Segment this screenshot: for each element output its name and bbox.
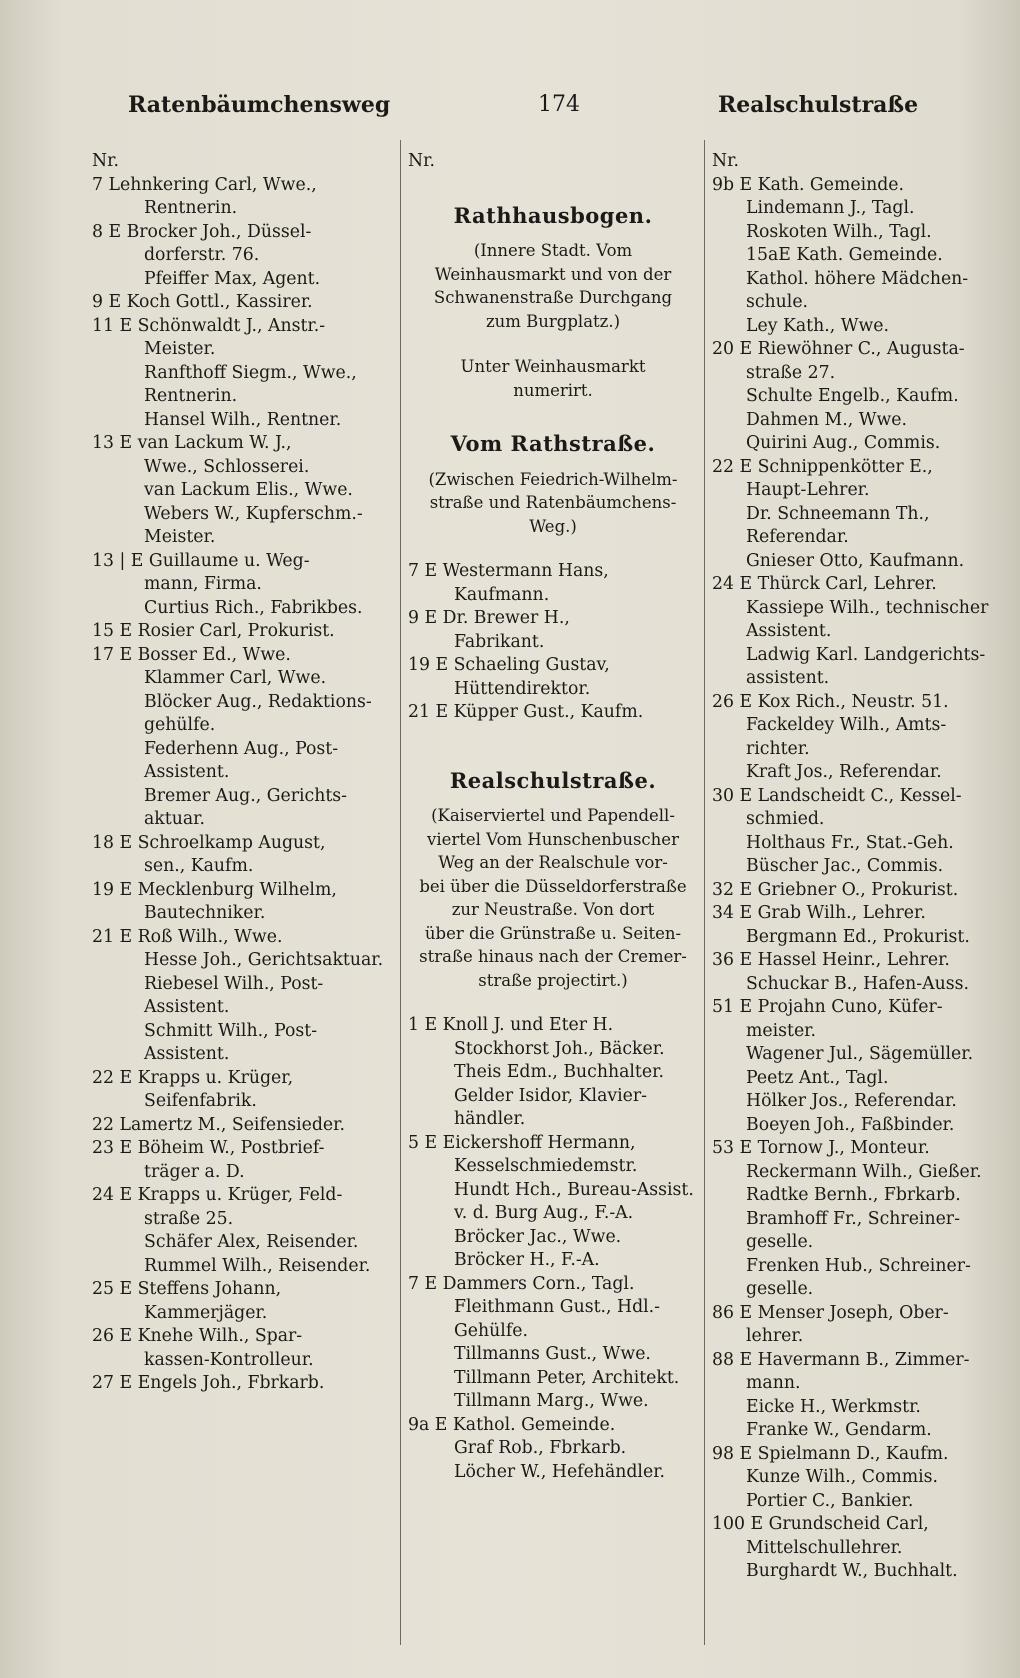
list-item: 13 E van Lackum W. J., [92, 433, 292, 453]
page-header [0, 92, 1020, 132]
list-item: Wagener Jul., Sägemüller. [746, 1044, 974, 1064]
note-line: numerirt. [513, 380, 593, 400]
list-item: Nr. [92, 151, 119, 171]
list-item: Assistent. [144, 997, 230, 1017]
note-line: Weg.) [529, 516, 577, 536]
list-item: Portier C., Bankier. [746, 1490, 914, 1511]
running-head-right: Realschulstraße [718, 92, 919, 118]
list-item: Haupt-Lehrer. [746, 480, 870, 500]
list-item: Meister. [144, 527, 216, 547]
column-divider [400, 140, 401, 1645]
list-item: 22 Lamertz M., Seifensieder. [92, 1114, 345, 1135]
list-item: Kassiepe Wilh., technischer [746, 597, 989, 618]
list-item: Bramhoff Fr., Schreiner- [746, 1208, 960, 1229]
list-item: schule. [746, 292, 809, 312]
list-item: 24 E Krapps u. Krüger, Feld- [92, 1185, 343, 1205]
list-item: dorferstr. 76. [144, 245, 260, 265]
list-item: 20 E Riewöhner C., Augusta- [712, 339, 965, 359]
list-item: Blöcker Aug., Redaktions- [144, 691, 372, 712]
list-item: 23 E Böheim W., Postbrief- [92, 1138, 325, 1158]
note-line: straße projectirt.) [478, 970, 628, 990]
street-heading-rathstrasse: Vom Rathstraße. [450, 431, 656, 456]
list-item: 7 E Westermann Hans, [408, 561, 609, 581]
list-item: aktuar. [144, 809, 206, 829]
list-item: 7 Lehnkering Carl, Wwe., [92, 174, 317, 195]
entry-list [408, 560, 698, 725]
note-line: straße hinaus nach der Cremer- [419, 947, 687, 966]
list-item: Referendar. [746, 527, 849, 547]
list-item: 24 E Thürck Carl, Lehrer. [712, 574, 937, 594]
list-item: Bröcker Jac., Wwe. [454, 1226, 622, 1247]
list-item: Gehülfe. [454, 1320, 528, 1341]
list-item: Assistent. [144, 762, 230, 782]
street-note [408, 804, 698, 992]
list-item: 8 E Brocker Joh., Düssel- [92, 221, 312, 242]
list-item: 15aE Kath. Gemeinde. [746, 245, 943, 265]
list-item: 22 E Schnippenkötter E., [712, 456, 933, 477]
list-item: 26 E Kox Rich., Neustr. 51. [712, 691, 949, 712]
list-item: 25 E Steffens Johann, [92, 1279, 282, 1299]
list-item: Hölker Jos., Referendar. [746, 1091, 957, 1111]
list-item: Hundt Hch., Bureau-Assist. [454, 1179, 694, 1200]
list-item: händler. [454, 1109, 526, 1129]
note-line: (Zwischen Feiedrich-Wilhelm- [428, 469, 678, 489]
street-heading-realschulstrasse: Realschulstraße. [449, 767, 657, 793]
note-line: bei über die Düsseldorferstraße [419, 876, 687, 896]
list-item: 100 E Grundscheid Carl, [712, 1514, 929, 1534]
list-item: Franke W., Gendarm. [746, 1420, 932, 1440]
list-item: Tillmanns Gust., Wwe. [454, 1344, 651, 1364]
list-item: Bröcker H., F.-A. [454, 1250, 600, 1270]
list-item: Tillmann Marg., Wwe. [454, 1391, 649, 1411]
list-item: Dr. Schneemann Th., [746, 503, 930, 524]
list-item: 21 E Roß Wilh., Wwe. [92, 926, 283, 947]
list-item: Roskoten Wilh., Tagl. [746, 221, 932, 242]
list-item: Kammerjäger. [144, 1302, 268, 1323]
list-item: Büscher Jac., Commis. [746, 856, 944, 876]
list-item: 17 E Bosser Ed., Wwe. [92, 644, 291, 665]
list-item: straße 27. [746, 362, 836, 383]
list-item: 19 E Schaeling Gustav, [408, 655, 610, 675]
list-item: Bautechniker. [144, 903, 266, 923]
running-head-left: Ratenbäumchensweg [128, 92, 391, 118]
note-line: Weinhausmarkt und von der [434, 264, 672, 284]
list-item: straße 25. [144, 1208, 234, 1229]
list-item: v. d. Burg Aug., F.-A. [454, 1203, 634, 1223]
list-item: Hesse Joh., Gerichtsaktuar. [144, 950, 384, 970]
list-item: Theis Edm., Buchhalter. [454, 1062, 664, 1082]
list-item: 86 E Menser Joseph, Ober- [712, 1302, 949, 1323]
list-item: Nr. [712, 151, 739, 171]
page-number: 174 [538, 92, 580, 117]
list-item: Klammer Carl, Wwe. [144, 668, 327, 688]
list-item: Schuckar B., Hafen-Auss. [746, 973, 969, 994]
list-item: 9b E Kath. Gemeinde. [712, 174, 905, 195]
list-item: Hansel Wilh., Rentner. [144, 409, 342, 430]
list-item: geselle. [746, 1279, 814, 1299]
list-item: 5 E Eickershoff Hermann, [408, 1132, 636, 1153]
list-item: Rentnerin. [144, 198, 238, 218]
column-left [92, 150, 394, 1396]
list-item: 27 E Engels Joh., Fbrkarb. [92, 1373, 325, 1393]
list-item: 22 E Krapps u. Krüger, [92, 1067, 294, 1088]
list-item: sen., Kaufm. [144, 856, 254, 876]
list-item: Riebesel Wilh., Post- [144, 973, 324, 994]
list-item: Frenken Hub., Schreiner- [746, 1255, 971, 1276]
list-item: Hüttendirektor. [454, 678, 591, 699]
note-line: viertel Vom Hunschenbuscher [427, 829, 679, 849]
list-item: träger a. D. [144, 1161, 245, 1182]
list-item: 98 E Spielmann D., Kaufm. [712, 1443, 949, 1464]
list-item: Kraft Jos., Referendar. [746, 762, 942, 782]
list-item: Seifenfabrik. [144, 1091, 257, 1111]
list-item: schmied. [746, 809, 825, 829]
street-note [408, 468, 698, 539]
nr-label: Nr. [408, 151, 435, 171]
list-item: 9 E Koch Gottl., Kassirer. [92, 292, 313, 312]
note-line: über die Grünstraße u. Seiten- [424, 923, 682, 943]
list-item: 51 E Projahn Cuno, Küfer- [712, 997, 943, 1017]
list-item: 53 E Tornow J., Monteur. [712, 1138, 930, 1158]
list-item: Wwe., Schlosserei. [144, 456, 310, 477]
list-item: 32 E Griebner O., Prokurist. [712, 879, 959, 900]
list-item: Fleithmann Gust., Hdl.- [454, 1297, 661, 1317]
list-item: Pfeiffer Max, Agent. [144, 268, 321, 289]
list-item: 36 E Hassel Heinr., Lehrer. [712, 950, 950, 970]
list-item: Peetz Ant., Tagl. [746, 1067, 889, 1088]
entry-list [408, 1014, 698, 1484]
list-item: Schulte Engelb., Kaufm. [746, 386, 959, 406]
list-item: 88 E Havermann B., Zimmer- [712, 1349, 970, 1370]
list-item: Fackeldey Wilh., Amts- [746, 715, 947, 735]
list-item: mann. [746, 1373, 801, 1393]
list-item: 9a E Kathol. Gemeinde. [408, 1414, 616, 1435]
note-line: Weg an der Realschule vor- [438, 853, 668, 872]
street-note [408, 355, 698, 402]
note-line: zur Neustraße. Von dort [451, 900, 655, 919]
list-item: Tillmann Peter, Architekt. [454, 1367, 680, 1388]
list-item: Curtius Rich., Fabrikbes. [144, 597, 363, 618]
list-item: Boeyen Joh., Faßbinder. [746, 1114, 955, 1135]
list-item: Ranfthoff Siegm., Wwe., [144, 362, 357, 383]
note-line: Unter Weinhausmarkt [460, 357, 646, 376]
list-item: Bergmann Ed., Prokurist. [746, 926, 970, 947]
list-item: 9 E Dr. Brewer H., [408, 608, 570, 628]
list-item: Ley Kath., Wwe. [746, 315, 890, 336]
list-item: 21 E Küpper Gust., Kaufm. [408, 702, 644, 722]
list-item: 15 E Rosier Carl, Prokurist. [92, 621, 335, 641]
list-item: Lindemann J., Tagl. [746, 198, 915, 218]
list-item: Fabrikant. [454, 631, 545, 652]
list-item: mann, Firma. [144, 574, 262, 594]
list-item: Graf Rob., Fbrkarb. [454, 1438, 627, 1458]
column-middle [408, 150, 698, 1484]
list-item: Webers W., Kupferschm.- [144, 503, 363, 524]
note-line: Schwanenstraße Durchgang [433, 288, 673, 307]
list-item: Federhenn Aug., Post- [144, 738, 339, 759]
list-item: van Lackum Elis., Wwe. [144, 480, 353, 500]
list-item: gehülfe. [144, 715, 216, 735]
list-item: Dahmen M., Wwe. [746, 409, 907, 430]
list-item: Meister. [144, 339, 216, 359]
list-item: Rentnerin. [144, 386, 238, 406]
list-item: Schäfer Alex, Reisender. [144, 1232, 359, 1252]
column-right [712, 150, 1012, 1584]
list-item: Kesselschmiedemstr. [454, 1156, 638, 1176]
list-item: geselle. [746, 1232, 814, 1252]
note-line: straße und Ratenbäumchens- [429, 493, 677, 512]
list-item: assistent. [746, 668, 830, 688]
list-item: Eicke H., Werkmstr. [746, 1396, 921, 1417]
list-item: Schmitt Wilh., Post- [144, 1020, 318, 1041]
list-item: Gnieser Otto, Kaufmann. [746, 550, 965, 571]
list-item: Kaufmann. [454, 584, 550, 605]
list-item: 13 | E Guillaume u. Weg- [92, 550, 310, 571]
column-divider [704, 140, 705, 1645]
street-note [408, 239, 698, 333]
list-item: Rummel Wilh., Reisender. [144, 1255, 371, 1276]
list-item: Radtke Bernh., Fbrkarb. [746, 1185, 961, 1205]
note-line: (Innere Stadt. Vom [473, 241, 633, 260]
list-item: meister. [746, 1020, 817, 1041]
list-item: 19 E Mecklenburg Wilhelm, [92, 879, 337, 900]
list-item: lehrer. [746, 1326, 804, 1346]
list-item: 30 E Landscheidt C., Kessel- [712, 785, 962, 806]
list-item: Reckermann Wilh., Gießer. [746, 1161, 982, 1182]
list-item: Holthaus Fr., Stat.-Geh. [746, 832, 954, 853]
note-line: (Kaiserviertel und Papendell- [431, 806, 675, 825]
list-item: 26 E Knehe Wilh., Spar- [92, 1326, 303, 1346]
list-item: 34 E Grab Wilh., Lehrer. [712, 903, 926, 923]
list-item: 1 E Knoll J. und Eter H. [408, 1015, 614, 1035]
list-item: Burghardt W., Buchhalt. [746, 1561, 958, 1581]
list-item: Kathol. höhere Mädchen- [746, 268, 969, 289]
list-item: Bremer Aug., Gerichts- [144, 785, 347, 806]
list-item: Ladwig Karl. Landgerichts- [746, 644, 986, 665]
list-item: 7 E Dammers Corn., Tagl. [408, 1273, 635, 1294]
list-item: richter. [746, 738, 810, 759]
list-item: Assistent. [144, 1044, 230, 1064]
list-item: kassen-Kontrolleur. [144, 1349, 314, 1370]
list-item: 18 E Schroelkamp August, [92, 832, 326, 853]
list-item: Löcher W., Hefehändler. [454, 1461, 666, 1482]
list-item: Kunze Wilh., Commis. [746, 1467, 939, 1487]
note-line: zum Burgplatz.) [485, 311, 621, 331]
list-item: 11 E Schönwaldt J., Anstr.- [92, 315, 326, 336]
list-item: Assistent. [746, 621, 832, 641]
list-item: Stockhorst Joh., Bäcker. [454, 1038, 665, 1059]
street-heading-rathhausbogen: Rathhausbogen. [453, 202, 653, 228]
list-item: Mittelschullehrer. [746, 1537, 903, 1558]
list-item: Gelder Isidor, Klavier- [454, 1085, 647, 1106]
list-item: Quirini Aug., Commis. [746, 433, 941, 453]
